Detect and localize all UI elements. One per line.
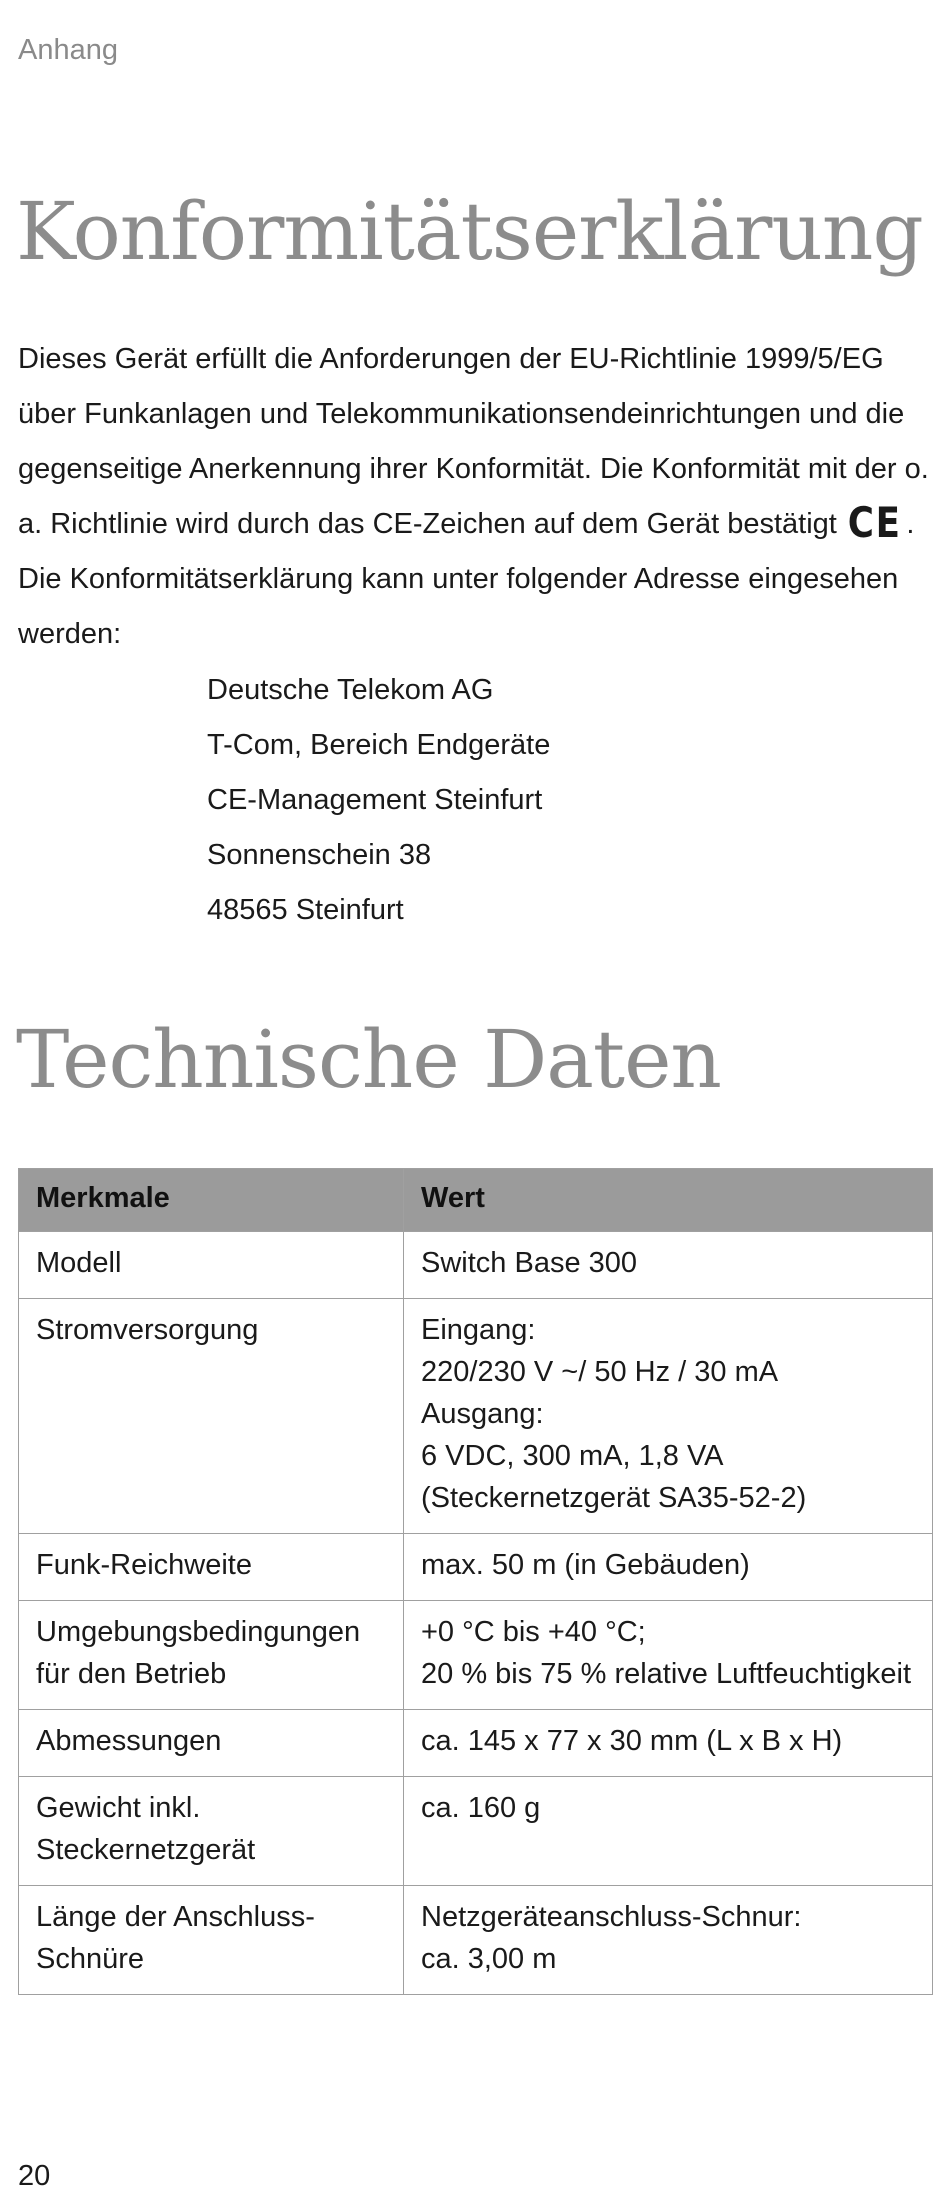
cell-line: 20 % bis 75 % relative Luftfeuchtigkeit [421, 1658, 912, 1690]
conformity-title: Konformitätserklärung [16, 185, 923, 278]
address-line: Deutsche Telekom AG [207, 674, 494, 706]
value-cell [404, 1232, 933, 1299]
cell-line: +0 °C bis +40 °C; [421, 1616, 646, 1648]
ce-mark-icon: CE [847, 498, 902, 547]
table-row [19, 1601, 933, 1710]
cell-line: Eingang: [421, 1314, 536, 1346]
cell-line: Länge der Anschluss- [36, 1901, 315, 1933]
cell-line: ca. 145 x 77 x 30 mm (L x B x H) [421, 1725, 843, 1757]
conformity-paragraph [18, 332, 933, 662]
feature-cell [19, 1534, 404, 1601]
feature-cell [19, 1886, 404, 1995]
column-header-feature: Merkmale [19, 1169, 404, 1232]
table-row [19, 1886, 933, 1995]
cell-line: 6 VDC, 300 mA, 1,8 VA [421, 1440, 724, 1472]
cell-line: 220/230 V ~/ 50 Hz / 30 mA [421, 1356, 779, 1388]
address-line: 48565 Steinfurt [207, 894, 404, 926]
cell-line: Switch Base 300 [421, 1247, 638, 1279]
cell-line: Netzgeräteanschluss-Schnur: [421, 1901, 802, 1933]
cell-line: Ausgang: [421, 1398, 544, 1430]
cell-line: ca. 160 g [421, 1792, 541, 1824]
feature-cell [19, 1299, 404, 1534]
table-row [19, 1777, 933, 1886]
cell-line: Stromversorgung [36, 1314, 259, 1346]
feature-cell [19, 1777, 404, 1886]
cell-line: (Steckernetzgerät SA35-52-2) [421, 1482, 807, 1514]
page-number: 20 [18, 2160, 51, 2192]
value-cell [404, 1710, 933, 1777]
feature-cell [19, 1601, 404, 1710]
conformity-text-part1: Dieses Gerät erfüllt die Anforderungen der EU-Richtlinie 1999/5/EG über Funkanlagen und Telekommunikationsendeinrichtungen und die gegenseitige Anerkennung ihrer Konformität. Die Konformität mit der o. a. Richtlinie wird durch das CE-Zeichen auf dem Gerät bestätigt [18, 343, 929, 540]
cell-line: Funk-Reichweite [36, 1549, 252, 1581]
table-header-row [19, 1169, 933, 1232]
feature-cell [19, 1710, 404, 1777]
cell-line: Steckernetzgerät [36, 1834, 256, 1866]
cell-line: Gewicht inkl. [36, 1792, 201, 1824]
cell-line: max. 50 m (in Gebäuden) [421, 1549, 750, 1581]
cell-line: Modell [36, 1247, 122, 1279]
cell-line: Umgebungsbedingungen [36, 1616, 361, 1648]
value-cell [404, 1299, 933, 1534]
conformity-text-part2: . Die Konformitätserklärung kann unter folgender Adresse eingesehen werden: [18, 508, 915, 650]
table-row [19, 1534, 933, 1601]
table-row [19, 1710, 933, 1777]
technical-title: Technische Daten [16, 1013, 721, 1106]
address-line: T-Com, Bereich Endgeräte [207, 729, 551, 761]
address-line: CE-Management Steinfurt [207, 784, 543, 816]
feature-cell [19, 1232, 404, 1299]
cell-line: Abmessungen [36, 1725, 222, 1757]
page-header-section: Anhang [18, 34, 118, 66]
value-cell [404, 1777, 933, 1886]
address-block [207, 663, 550, 938]
cell-line: Schnüre [36, 1943, 145, 1975]
cell-line: ca. 3,00 m [421, 1943, 557, 1975]
cell-line: für den Betrieb [36, 1658, 227, 1690]
technical-data-table [18, 1168, 933, 1995]
value-cell [404, 1601, 933, 1710]
value-cell [404, 1534, 933, 1601]
table-row [19, 1232, 933, 1299]
table-row [19, 1299, 933, 1534]
value-cell [404, 1886, 933, 1995]
column-header-value: Wert [404, 1169, 933, 1232]
address-line: Sonnenschein 38 [207, 839, 432, 871]
